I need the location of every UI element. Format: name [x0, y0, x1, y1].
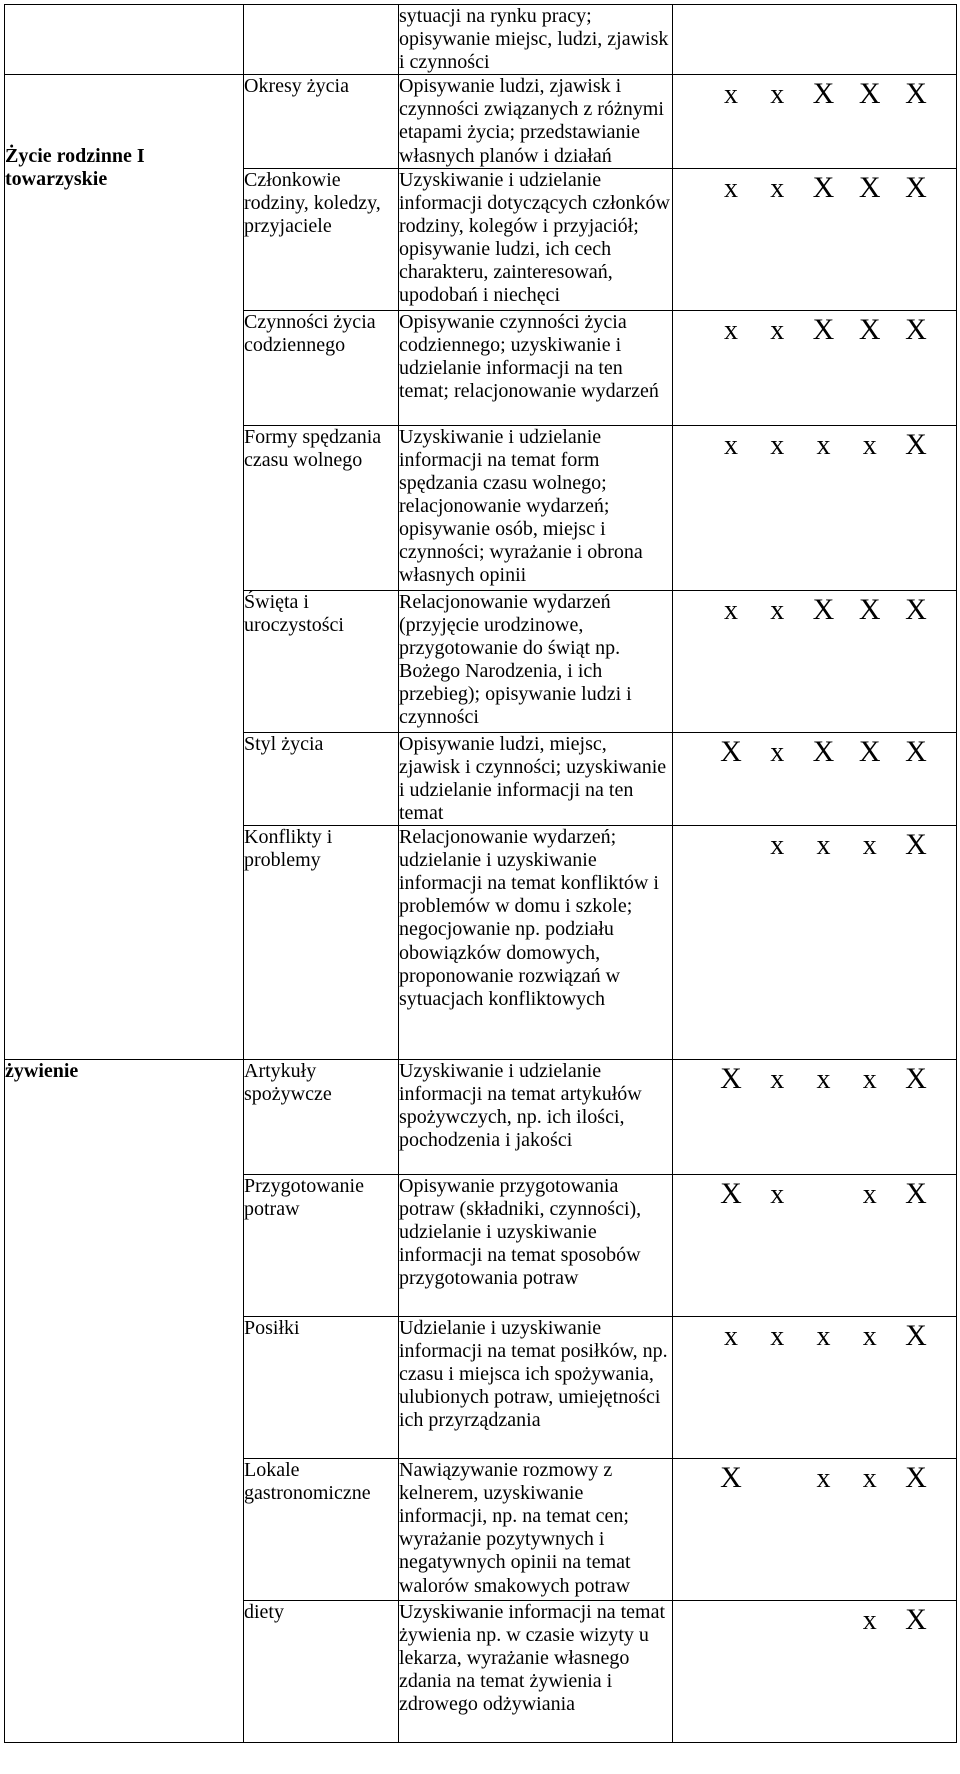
level-marks	[673, 1461, 956, 1495]
level-mark-5: X	[905, 77, 927, 111]
level-mark-2: x	[770, 172, 785, 204]
level-marks	[673, 735, 956, 769]
level-marks-cell	[673, 1175, 957, 1317]
level-mark-1: x	[724, 79, 738, 111]
level-marks	[673, 1319, 956, 1353]
level-mark-1: x	[724, 594, 738, 626]
carryover-marks-cell	[673, 5, 957, 75]
level-marks	[673, 1177, 956, 1211]
skill-description: Nawiązywanie rozmowy z kelnerem, uzyskiwanie informacji, np. na temat cen; wyrażanie pozytywnych i negatywnych opinii na temat walorów smakowych potraw	[399, 1459, 673, 1601]
level-mark-1: x	[724, 1321, 738, 1353]
level-mark-5: X	[905, 1319, 927, 1353]
level-mark-3: X	[812, 312, 835, 346]
level-mark-3: x	[816, 1064, 831, 1096]
level-mark-3: x	[816, 1321, 831, 1353]
level-mark-5: X	[905, 312, 927, 346]
subtopic-label: Styl życia	[244, 732, 399, 825]
carryover-topic-cell	[5, 5, 244, 75]
level-marks-cell	[673, 1317, 957, 1459]
skill-description: Uzyskiwanie informacji na temat żywienia np. w czasie wizyty u lekarza, wyrażanie własnego zdania na temat żywienia i zdrowego odżywiania	[399, 1601, 673, 1743]
level-mark-5: X	[905, 1461, 927, 1495]
level-marks-cell	[673, 425, 957, 590]
level-mark-3: X	[812, 734, 835, 768]
subtopic-label: Formy spędzania czasu wolnego	[244, 425, 399, 590]
level-mark-4: X	[858, 77, 881, 111]
level-marks	[673, 1062, 956, 1096]
level-mark-4: x	[862, 1605, 877, 1637]
level-mark-3: X	[812, 77, 835, 111]
curriculum-table-body	[5, 5, 957, 1743]
level-mark-3: x	[816, 429, 831, 461]
skill-description: Relacjonowanie wydarzeń; udzielanie i uzyskiwanie informacji na temat konfliktów i problemów w domu i szkole; negocjowanie np. podziału obowiązków domowych, proponowanie rozwiązań w sytuacjach konfliktowych	[399, 826, 673, 1060]
skill-description: Uzyskiwanie i udzielanie informacji dotyczących członków rodziny, kolegów i przyjaciół; opisywanie ludzi, ich cech charakteru, zainteresowań, upodobań i niechęci	[399, 168, 673, 310]
carryover-subtopic-cell	[244, 5, 399, 75]
level-marks	[673, 77, 956, 111]
level-mark-4: X	[858, 734, 881, 768]
level-mark-1: X	[720, 734, 742, 768]
level-marks-cell	[673, 590, 957, 732]
subtopic-label: Święta i uroczystości	[244, 590, 399, 732]
subtopic-label: Posiłki	[244, 1317, 399, 1459]
level-mark-2: x	[770, 830, 785, 862]
table-row	[5, 1060, 957, 1175]
level-mark-3: X	[812, 592, 835, 626]
level-marks-cell	[673, 1459, 957, 1601]
level-marks-cell	[673, 75, 957, 168]
level-mark-4: x	[862, 1321, 877, 1353]
level-mark-2: x	[770, 79, 785, 111]
level-mark-1: X	[720, 1177, 742, 1211]
level-mark-4: x	[862, 1463, 877, 1495]
level-mark-2: x	[770, 736, 785, 768]
subtopic-label: Okresy życia	[244, 75, 399, 168]
level-mark-1: X	[720, 1062, 742, 1096]
level-mark-4: X	[858, 592, 881, 626]
level-mark-5: X	[905, 734, 927, 768]
level-mark-2: x	[770, 429, 785, 461]
level-marks-cell	[673, 732, 957, 825]
level-mark-5: X	[905, 170, 927, 204]
level-mark-5: X	[905, 1062, 927, 1096]
skill-description: Opisywanie ludzi, miejsc, zjawisk i czynności; uzyskiwanie i udzielanie informacji na ten temat	[399, 732, 673, 825]
level-mark-5: X	[905, 1603, 927, 1637]
skill-description: Udzielanie i uzyskiwanie informacji na temat posiłków, np. czasu i miejsca ich spożywania, ulubionych potraw, umiejętności ich przyrządzania	[399, 1317, 673, 1459]
level-mark-5: X	[905, 828, 927, 862]
skill-description: Uzyskiwanie i udzielanie informacji na temat form spędzania czasu wolnego; relacjonowanie wydarzeń; opisywanie osób, miejsc i czynności; wyrażanie i obrona własnych opinii	[399, 425, 673, 590]
subtopic-label: Członkowie rodziny, koledzy, przyjaciele	[244, 168, 399, 310]
carryover-description: sytuacji na rynku pracy; opisywanie miejsc, ludzi, zjawisk i czynności	[399, 5, 673, 75]
level-mark-5: X	[905, 1177, 927, 1211]
level-mark-2: x	[770, 314, 785, 346]
skill-description: Opisywanie czynności życia codziennego; uzyskiwanie i udzielanie informacji na ten temat; relacjonowanie wydarzeń	[399, 310, 673, 425]
level-marks	[673, 593, 956, 627]
skill-description: Uzyskiwanie i udzielanie informacji na temat artykułów spożywczych, np. ich ilości, pochodzenia i jakości	[399, 1060, 673, 1175]
level-mark-1: x	[724, 172, 738, 204]
level-mark-2: x	[770, 594, 785, 626]
level-marks	[673, 171, 956, 205]
skill-description: Relacjonowanie wydarzeń (przyjęcie urodzinowe, przygotowanie do świąt np. Bożego Narodzenia, i ich przebieg); opisywanie ludzi i czynności	[399, 590, 673, 732]
level-mark-3: x	[816, 1463, 831, 1495]
subtopic-label: Konflikty i problemy	[244, 826, 399, 1060]
skill-description: Opisywanie ludzi, zjawisk i czynności związanych z różnymi etapami życia; przedstawianie własnych planów i działań	[399, 75, 673, 168]
level-mark-2: x	[770, 1064, 785, 1096]
level-mark-5: X	[905, 427, 927, 461]
level-mark-4: x	[862, 429, 877, 461]
table-row	[5, 75, 957, 168]
topic-zywienie: żywienie	[5, 1060, 244, 1743]
level-mark-2: x	[770, 1321, 785, 1353]
curriculum-table	[4, 4, 957, 1743]
level-mark-1: X	[720, 1461, 742, 1495]
level-marks	[673, 428, 956, 462]
level-mark-3: x	[816, 830, 831, 862]
level-marks	[673, 313, 956, 347]
level-mark-1: x	[724, 429, 738, 461]
level-mark-4: x	[862, 830, 877, 862]
topic-zycie-rodzinne: Życie rodzinne I towarzyskie	[5, 75, 244, 1060]
level-mark-4: x	[862, 1064, 877, 1096]
subtopic-label: Lokale gastronomiczne	[244, 1459, 399, 1601]
level-marks-cell	[673, 310, 957, 425]
level-mark-3: X	[812, 170, 835, 204]
level-marks-cell	[673, 1601, 957, 1743]
level-mark-5: X	[905, 592, 927, 626]
level-mark-4: x	[862, 1179, 877, 1211]
subtopic-label: Czynności życia codziennego	[244, 310, 399, 425]
level-mark-4: X	[858, 312, 881, 346]
level-marks-cell	[673, 1060, 957, 1175]
level-marks	[673, 828, 956, 862]
subtopic-label: Artykuły spożywcze	[244, 1060, 399, 1175]
level-marks-cell	[673, 826, 957, 1060]
subtopic-label: Przygotowanie potraw	[244, 1175, 399, 1317]
level-mark-1: x	[724, 314, 738, 346]
level-marks-cell	[673, 168, 957, 310]
subtopic-label: diety	[244, 1601, 399, 1743]
skill-description: Opisywanie przygotowania potraw (składniki, czynności), udzielanie i uzyskiwanie informacji na temat sposobów przygotowania potraw	[399, 1175, 673, 1317]
level-mark-2: x	[770, 1179, 785, 1211]
level-mark-4: X	[858, 170, 881, 204]
carryover-row	[5, 5, 957, 75]
level-marks	[673, 1603, 956, 1637]
